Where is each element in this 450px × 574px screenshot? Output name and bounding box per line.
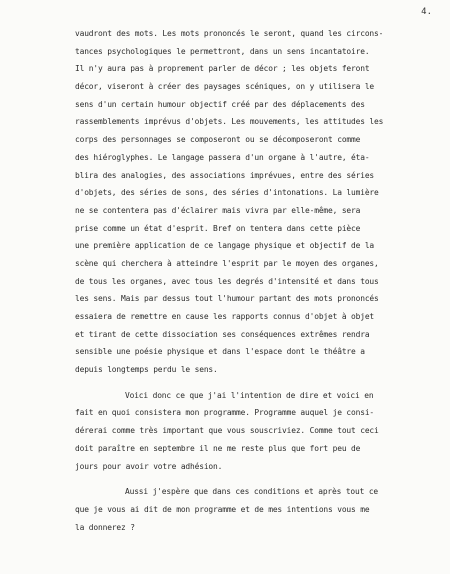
text-line: que je vous ai dit de mon programme et de mes intentions vous me [75,504,370,514]
text-line: une première application de ce langage physique et objectif de la [75,241,375,251]
text-line: des hiéroglyphes. Le langage passera d'un organe à l'autre, éta- [75,152,370,162]
paragraph [75,483,430,536]
paragraph [75,387,430,475]
text-line: rassemblements imprévus d'objets. Les mouvements, les attitudes les [75,117,384,127]
text-line: corps des personnages se composeront ou se décomposeront comme [75,135,361,145]
text-line: dérerai comme très important que vous souscriviez. Comme tout ceci [75,426,379,436]
paragraph-gap [75,475,430,483]
text-line: doit paraître en septembre il ne me reste plus que fort peu de [75,443,361,453]
text-line: d'objets, des séries de sons, des séries d'intonations. La lumière [75,188,379,198]
text-line: blira des analogies, des associations imprévues, entre des séries [75,170,375,180]
text-line: prise comme un état d'esprit. Bref on tentera dans cette pièce [75,223,361,233]
text-line: jours pour avoir votre adhésion. [75,461,223,471]
text-line: scène qui cherchera à atteindre l'esprit par le moyen des organes, [75,258,379,268]
text-line: sens d'un certain humour objectif créé par des déplacements des [75,99,365,109]
text-line: les sens. Mais par dessus tout l'humour partant des mots prononcés [75,294,379,304]
text-line: vaudront des mots. Les mots prononcés le seront, quand les circons- [75,29,384,38]
text-line: la donnerez ? [75,522,135,532]
text-line: Voici donc ce que j'ai l'intention de dire et voici en [125,390,374,400]
text-line: fait en quoi consistera mon programme. Programme auquel je consi- [75,408,375,418]
letter-body [75,25,430,536]
text-line: décor, viseront à créer des paysages scéniques, on y utilisera le [75,82,375,92]
text-line: essaiera de remettre en cause les rapports connus d'objet à objet [75,312,375,321]
text-line: depuis longtemps perdu le sens. [75,365,218,375]
text-line: sensible une poésie physique et dans l'espace dont le théâtre a [75,347,365,357]
paragraph-gap [75,379,430,387]
paragraph [75,25,430,379]
text-line: Il n'y aura pas à proprement parler de décor ; les objets feront [75,64,370,74]
page-number: 4. [421,7,432,17]
text-line: Aussi j'espère que dans ces conditions et après tout ce [125,487,379,497]
text-line: et tirant de cette dissociation ses conséquences extrêmes rendra [75,329,370,339]
text-line: tances psychologiques le permettront, dans un sens incantatoire. [75,46,370,56]
text-line: ne se contentera pas d'éclairer mais vivra par elle-même, sera [75,205,361,215]
text-line: de tous les organes, avec tous les degrés d'intensité et dans tous [75,276,379,286]
